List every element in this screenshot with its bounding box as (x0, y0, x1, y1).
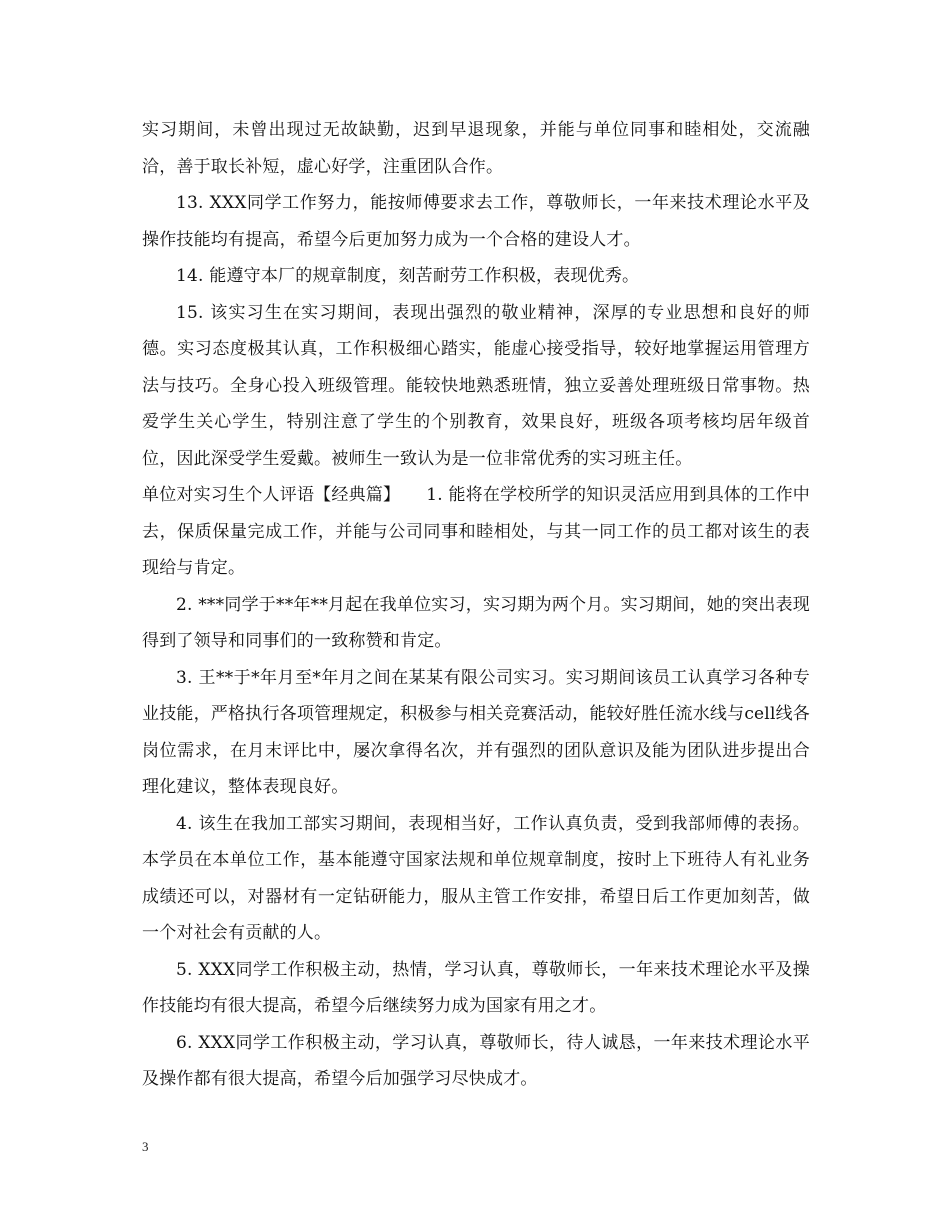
paragraph-item-15: 15. 该实习生在实习期间，表现出强烈的敬业精神，深厚的专业思想和良好的师德。实习态度极其认真，工作积极细心踏实，能虚心接受指导，较好地掌握运用管理方法与技巧。全身心投入班级管理。能较快地熟悉班情，独立妥善处理班级日常事物。热爱学生关心学生，特别注意了学生的个别教育，效果良好，班级各项考核均居年级首位，因此深受学生爱戴。被师生一致认为是一位非常优秀的实习班主任。 (142, 302, 810, 469)
paragraph-item-6: 6. XXX同学工作积极主动，学习认真，尊敬师长，待人诚恳，一年来技术理论水平及操作都有很大提高，希望今后加强学习尽快成才。 (142, 1032, 810, 1089)
paragraph-item-13: 13. XXX同学工作努力，能按师傅要求去工作，尊敬师长，一年来技术理论水平及操作技能均有提高，希望今后更加努力成为一个合格的建设人才。 (142, 193, 810, 250)
paragraph-item-2: 2. ***同学于**年**月起在我单位实习，实习期为两个月。实习期间，她的突出表现得到了领导和同事们的一致称赞和肯定。 (142, 594, 810, 651)
paragraph-item-14: 14. 能遵守本厂的规章制度，刻苦耐劳工作积极，表现优秀。 (176, 266, 640, 286)
document-body (142, 112, 810, 1098)
page-number: 3 (142, 1139, 149, 1154)
paragraph-item-3: 3. 王**于*年月至*年月之间在某某有限公司实习。实习期间该员工认真学习各种专业技能，严格执行各项管理规定，积极参与相关竞赛活动，能较好胜任流水线与cell线各岗位需求，在月末评比中，屡次拿得名次，并有强烈的团队意识及能为团队进步提出合理化建议，整体表现良好。 (142, 667, 810, 797)
section-heading-with-item-1: 单位对实习生个人评语【经典篇】 1. 能将在学校所学的知识灵活应用到具体的工作中去，保质保量完成工作，并能与公司同事和睦相处，与其一同工作的员工都对该生的表现给与肯定。 (142, 485, 810, 578)
paragraph-item-4: 4. 该生在我加工部实习期间，表现相当好，工作认真负责，受到我部师傅的表扬。本学员在本单位工作，基本能遵守国家法规和单位规章制度，按时上下班待人有礼业务成绩还可以，对器材有一定钻研能力，服从主管工作安排，希望日后工作更加刻苦，做一个对社会有贡献的人。 (142, 813, 810, 943)
paragraph-item-5: 5. XXX同学工作积极主动，热情，学习认真，尊敬师长，一年来技术理论水平及操作技能均有很大提高，希望今后继续努力成为国家有用之才。 (142, 959, 810, 1016)
paragraph-continuation: 实习期间，未曾出现过无故缺勤，迟到早退现象，并能与单位同事和睦相处，交流融洽，善于取长补短，虚心好学，注重团队合作。 (142, 120, 810, 177)
